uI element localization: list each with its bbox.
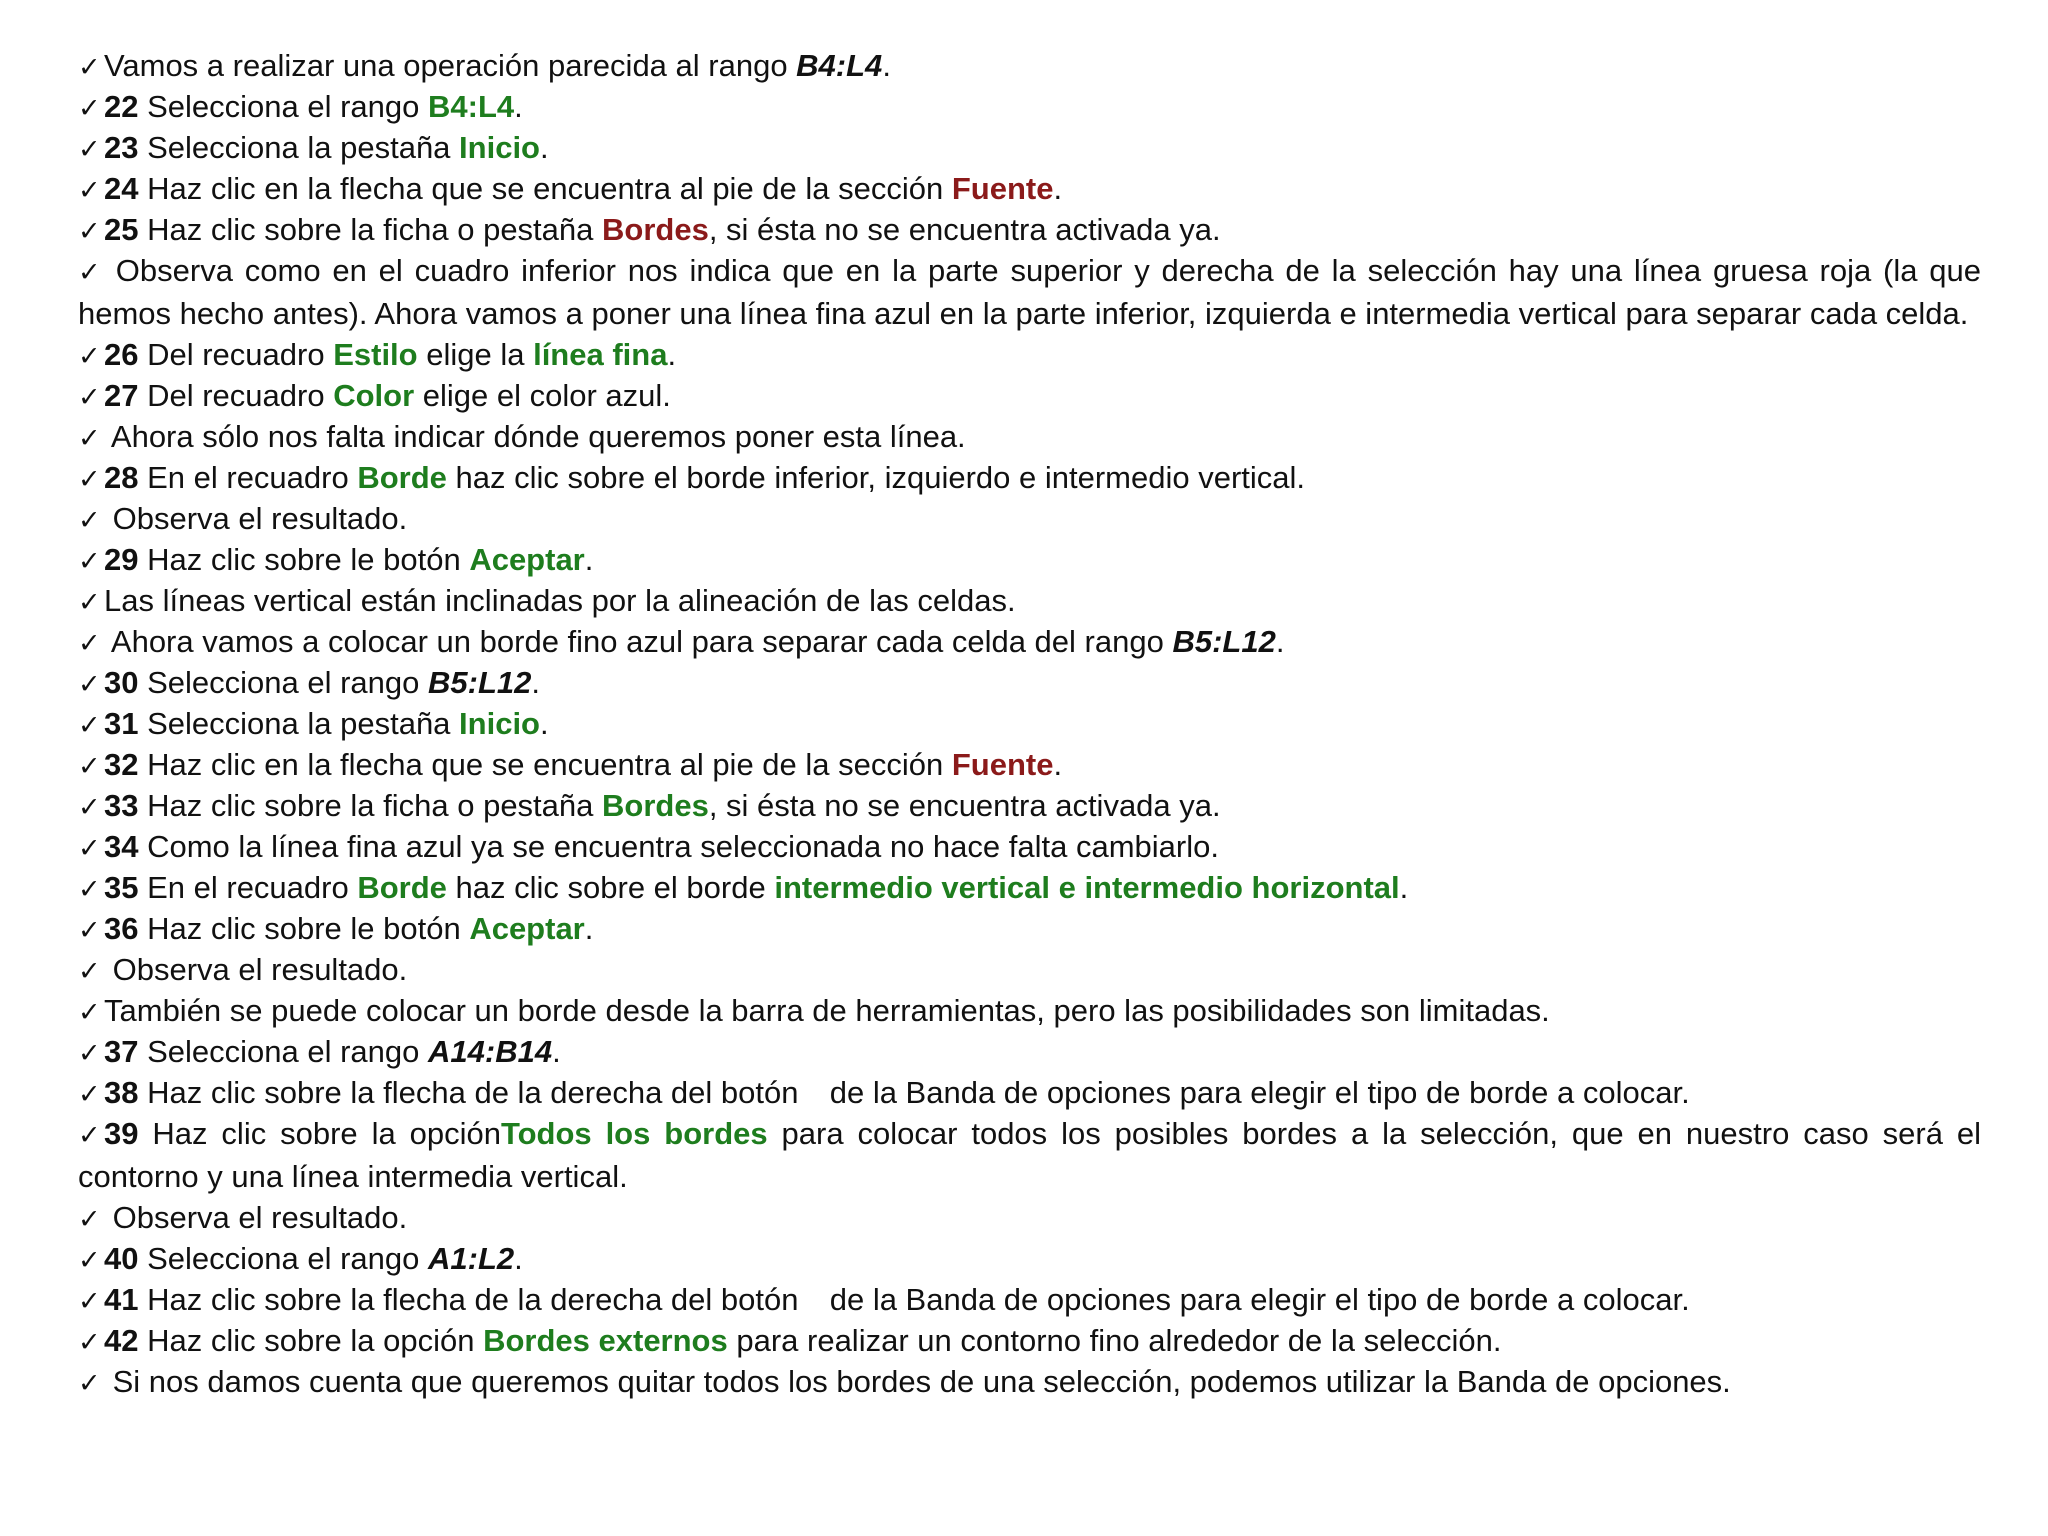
- checkmark-icon: ✓: [78, 874, 101, 905]
- text-segment: para realizar un contorno fino alrededor de la selección.: [727, 1323, 1502, 1358]
- text-segment: .: [1053, 747, 1063, 782]
- checkmark-icon: ✓: [78, 1245, 101, 1276]
- instruction-line: [78, 45, 1981, 86]
- step-number: 31: [104, 706, 139, 741]
- green-emphasis: intermedio vertical e intermedio horizontal: [774, 870, 1400, 905]
- instruction-line: [78, 334, 1981, 375]
- checkmark-icon: ✓: [78, 1079, 101, 1110]
- text-segment: Haz clic sobre la ficha o pestaña: [138, 788, 603, 823]
- instruction-line: [78, 457, 1981, 498]
- checkmark-icon: ✓: [78, 464, 101, 495]
- step-number: 22: [104, 89, 139, 124]
- checkmark-icon: ✓: [78, 423, 101, 454]
- checkmark-icon: ✓: [78, 505, 101, 536]
- checkmark-icon: ✓: [78, 382, 101, 413]
- text-segment: Observa el resultado.: [104, 952, 408, 987]
- text-segment: Haz clic sobre la flecha de la derecha del botón: [138, 1282, 808, 1317]
- checkmark-icon: ✓: [78, 1038, 101, 1069]
- text-segment: Haz clic en la flecha que se encuentra al pie de la sección: [138, 747, 952, 782]
- text-segment: Haz clic sobre la flecha de la derecha del botón: [138, 1075, 808, 1110]
- instruction-line: [78, 1279, 1981, 1320]
- red-emphasis: Fuente: [951, 747, 1054, 782]
- instruction-line: [78, 1113, 1981, 1197]
- text-segment: Del recuadro: [138, 337, 334, 372]
- text-segment: .: [667, 337, 677, 372]
- text-segment: .: [552, 1034, 561, 1069]
- instruction-line: [78, 1238, 1981, 1279]
- range-reference: B5:L12: [1172, 624, 1276, 659]
- text-segment: Observa como en el cuadro inferior nos indica que en la parte superior y derecha de la selección hay una línea gruesa roja (la que hemos hecho antes). Ahora vamos a poner una línea fina azul en la parte inferior, izquierda e intermedia vertical para separar cada celda.: [78, 253, 1981, 331]
- instruction-line: [78, 949, 1981, 990]
- step-number: 40: [104, 1241, 139, 1276]
- step-number: 27: [104, 378, 139, 413]
- instruction-line: [78, 785, 1981, 826]
- checkmark-icon: ✓: [78, 134, 101, 165]
- instruction-line: [78, 908, 1981, 949]
- checkmark-icon: ✓: [78, 792, 101, 823]
- text-segment: .: [1275, 624, 1285, 659]
- text-segment: haz clic sobre el borde inferior, izquierdo e intermedio vertical.: [446, 460, 1306, 495]
- instruction-line: [78, 416, 1981, 457]
- step-number: 29: [104, 542, 139, 577]
- text-segment: Como la línea fina azul ya se encuentra seleccionada no hace falta cambiarlo.: [138, 829, 1219, 864]
- checkmark-icon: ✓: [78, 751, 101, 782]
- range-reference: A14:B14: [428, 1034, 553, 1069]
- instruction-line: [78, 1072, 1981, 1113]
- checkmark-icon: ✓: [78, 997, 101, 1028]
- red-emphasis: Fuente: [951, 171, 1054, 206]
- green-emphasis: Todos los bordes: [500, 1116, 768, 1151]
- checkmark-icon: ✓: [78, 1204, 101, 1235]
- text-segment: .: [514, 89, 523, 124]
- checkmark-icon: ✓: [78, 1327, 101, 1358]
- text-segment: Las líneas vertical están inclinadas por la alineación de las celdas.: [104, 583, 1016, 618]
- green-emphasis: Estilo: [333, 337, 418, 372]
- checkmark-icon: ✓: [78, 175, 101, 206]
- text-segment: , si ésta no se encuentra activada ya.: [708, 788, 1221, 823]
- range-reference: B5:L12: [428, 665, 532, 700]
- instruction-line: [78, 580, 1981, 621]
- text-segment: Selecciona la pestaña: [138, 130, 460, 165]
- text-segment: .: [1399, 870, 1409, 905]
- text-segment: Ahora vamos a colocar un borde fino azul para separar cada celda del rango: [104, 624, 1173, 659]
- green-emphasis: Inicio: [459, 130, 540, 165]
- text-segment: Del recuadro: [138, 378, 334, 413]
- text-segment: elige la: [417, 337, 534, 372]
- step-number: 42: [104, 1323, 139, 1358]
- text-segment: Ahora sólo nos falta indicar dónde queremos poner esta línea.: [104, 419, 966, 454]
- instruction-line: [78, 86, 1981, 127]
- range-reference: B4:L4: [796, 48, 883, 83]
- checkmark-icon: ✓: [78, 710, 101, 741]
- instruction-line: [78, 498, 1981, 539]
- range-reference: A1:L2: [428, 1241, 515, 1276]
- instruction-line: [78, 990, 1981, 1031]
- text-segment: Haz clic sobre le botón: [138, 911, 470, 946]
- instruction-line: [78, 209, 1981, 250]
- checkmark-icon: ✓: [78, 93, 101, 124]
- text-segment: En el recuadro: [138, 460, 358, 495]
- green-emphasis: línea fina: [533, 337, 668, 372]
- text-segment: Vamos a realizar una operación parecida al rango: [104, 48, 797, 83]
- step-number: 26: [104, 337, 139, 372]
- step-number: 32: [104, 747, 139, 782]
- checkmark-icon: ✓: [78, 669, 101, 700]
- text-segment: .: [882, 48, 891, 83]
- green-emphasis: Bordes: [602, 788, 709, 823]
- green-emphasis: Aceptar: [469, 911, 585, 946]
- step-number: 24: [104, 171, 139, 206]
- checkmark-icon: ✓: [78, 956, 101, 987]
- text-segment: .: [584, 911, 594, 946]
- step-number: 35: [104, 870, 139, 905]
- checkmark-icon: ✓: [78, 833, 101, 864]
- step-number: 39: [104, 1116, 139, 1151]
- checkmark-icon: ✓: [78, 587, 101, 618]
- instruction-line: [78, 744, 1981, 785]
- instruction-line: [78, 621, 1981, 662]
- green-emphasis: Aceptar: [469, 542, 585, 577]
- text-segment: .: [584, 542, 594, 577]
- checkmark-icon: ✓: [78, 915, 101, 946]
- step-number: 36: [104, 911, 139, 946]
- instruction-line: [78, 539, 1981, 580]
- step-number: 34: [104, 829, 139, 864]
- text-segment: .: [514, 1241, 523, 1276]
- red-emphasis: Bordes: [602, 212, 709, 247]
- checkmark-icon: ✓: [78, 546, 101, 577]
- text-segment: Selecciona el rango: [138, 665, 429, 700]
- green-emphasis: Borde: [357, 460, 447, 495]
- instruction-line: [78, 250, 1981, 334]
- checkmark-icon: ✓: [78, 1368, 101, 1399]
- instruction-line: [78, 375, 1981, 416]
- text-segment: de la Banda de opciones para elegir el tipo de borde a colocar.: [821, 1282, 1690, 1317]
- checkmark-icon: ✓: [78, 1120, 101, 1151]
- text-segment: de la Banda de opciones para elegir el tipo de borde a colocar.: [821, 1075, 1690, 1110]
- text-segment: Selecciona el rango: [138, 1241, 429, 1276]
- text-segment: También se puede colocar un borde desde la barra de herramientas, pero las posibilidades son limitadas.: [104, 993, 1550, 1028]
- text-segment: .: [531, 665, 541, 700]
- step-number: 30: [104, 665, 139, 700]
- step-number: 41: [104, 1282, 139, 1317]
- instruction-line: [78, 1361, 1981, 1402]
- checkmark-icon: ✓: [78, 628, 101, 659]
- text-segment: elige el color azul.: [414, 378, 671, 413]
- text-segment: Selecciona el rango: [138, 89, 429, 124]
- text-segment: En el recuadro: [138, 870, 358, 905]
- checkmark-icon: ✓: [78, 341, 101, 372]
- text-segment: Observa el resultado.: [104, 1200, 408, 1235]
- step-number: 37: [104, 1034, 139, 1069]
- text-segment: Haz clic sobre la ficha o pestaña: [138, 212, 603, 247]
- green-emphasis: Borde: [357, 870, 447, 905]
- text-segment: Si nos damos cuenta que queremos quitar todos los bordes de una selección, podemos utilizar la Banda de opciones.: [104, 1364, 1731, 1399]
- instruction-line: [78, 662, 1981, 703]
- instruction-line: [78, 1031, 1981, 1072]
- text-segment: Haz clic en la flecha que se encuentra al pie de la sección: [138, 171, 952, 206]
- text-segment: haz clic sobre el borde: [446, 870, 775, 905]
- text-segment: Selecciona la pestaña: [138, 706, 460, 741]
- step-number: 23: [104, 130, 139, 165]
- text-segment: .: [540, 706, 549, 741]
- step-number: 25: [104, 212, 139, 247]
- text-segment: .: [1053, 171, 1063, 206]
- green-emphasis: B4:L4: [428, 89, 515, 124]
- text-segment: para colocar todos los posibles bordes a la selección, que en nuestro caso será el contorno y una línea intermedia vertical.: [78, 1116, 1981, 1194]
- instruction-line: [78, 127, 1981, 168]
- text-segment: .: [540, 130, 549, 165]
- instruction-line: [78, 1320, 1981, 1361]
- text-segment: , si ésta no se encuentra activada ya.: [708, 212, 1221, 247]
- step-number: 33: [104, 788, 139, 823]
- text-segment: Haz clic sobre la opción: [138, 1116, 501, 1151]
- instruction-line: [78, 703, 1981, 744]
- checkmark-icon: ✓: [78, 257, 101, 288]
- instruction-line: [78, 826, 1981, 867]
- instruction-line: [78, 867, 1981, 908]
- green-emphasis: Color: [333, 378, 415, 413]
- text-segment: Haz clic sobre la opción: [138, 1323, 484, 1358]
- text-segment: Observa el resultado.: [104, 501, 408, 536]
- green-emphasis: Inicio: [459, 706, 540, 741]
- step-number: 28: [104, 460, 139, 495]
- step-number: 38: [104, 1075, 139, 1110]
- instruction-line: [78, 1197, 1981, 1238]
- document-body: [78, 45, 1981, 1402]
- checkmark-icon: ✓: [78, 1286, 101, 1317]
- text-segment: Selecciona el rango: [138, 1034, 429, 1069]
- text-segment: Haz clic sobre le botón: [138, 542, 470, 577]
- green-emphasis: Bordes externos: [483, 1323, 728, 1358]
- checkmark-icon: ✓: [78, 216, 101, 247]
- instruction-line: [78, 168, 1981, 209]
- checkmark-icon: ✓: [78, 52, 101, 83]
